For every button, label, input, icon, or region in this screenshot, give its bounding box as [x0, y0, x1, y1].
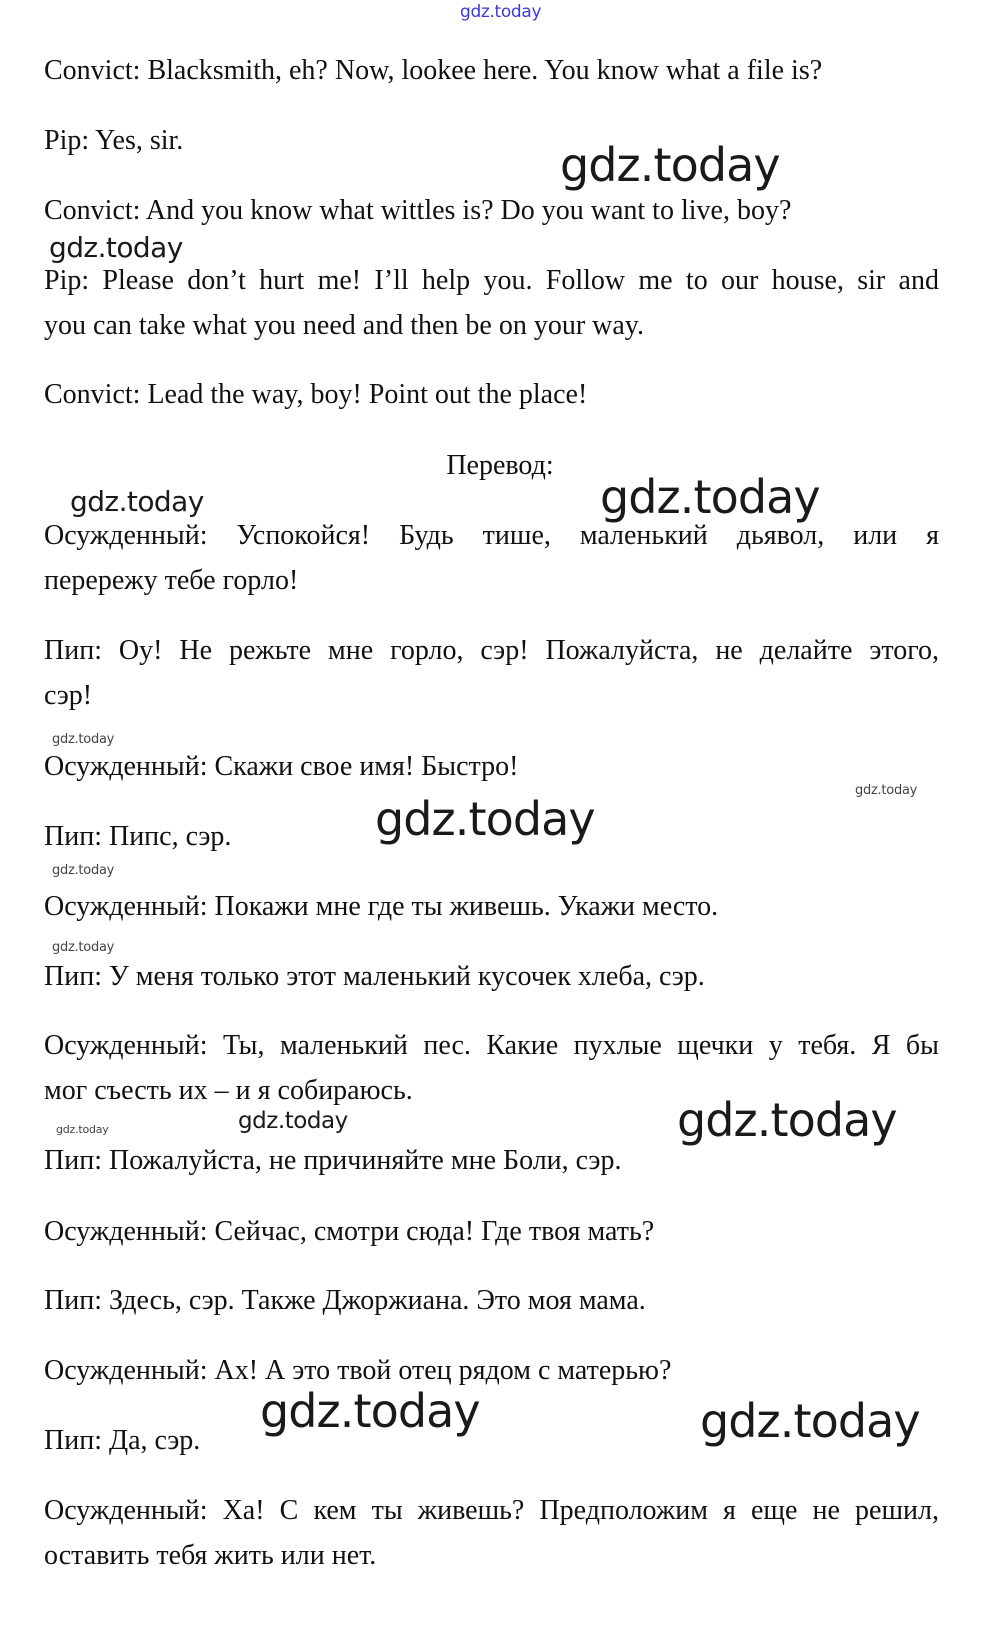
- watermark: gdz.today: [56, 1123, 109, 1136]
- watermark: gdz.today: [49, 231, 183, 264]
- dialogue-line: Convict: Blacksmith, eh? Now, lookee here. You know what a file is?: [44, 55, 823, 86]
- dialogue-line: Осужденный: Сейчас, смотри сюда! Где твоя мать?: [44, 1216, 655, 1247]
- dialogue-line: мог съесть их – и я собираюсь.: [44, 1075, 413, 1106]
- dialogue-line: Осужденный: Ха! С кем ты живешь? Предположим я еще не решил,: [44, 1495, 939, 1526]
- dialogue-line: Convict: Lead the way, boy! Point out the place!: [44, 379, 588, 410]
- dialogue-line: Пип: Здесь, сэр. Также Джоржиана. Это моя мама.: [44, 1285, 646, 1316]
- dialogue-line: Пип: Пожалуйста, не причиняйте мне Боли, сэр.: [44, 1145, 622, 1176]
- watermark: gdz.today: [600, 470, 820, 524]
- dialogue-line: Пип: Пипс, сэр.: [44, 821, 232, 852]
- dialogue-line: оставить тебя жить или нет.: [44, 1540, 377, 1571]
- watermark: gdz.today: [52, 940, 115, 955]
- dialogue-line: Convict: And you know what wittles is? Do you want to live, boy?: [44, 195, 792, 226]
- dialogue-line: Осужденный: Ты, маленький пес. Какие пухлые щечки у тебя. Я бы: [44, 1030, 939, 1061]
- watermark: gdz.today: [700, 1394, 920, 1448]
- dialogue-line: перережу тебе горло!: [44, 565, 299, 596]
- dialogue-line: Пип: Оу! Не режьте мне горло, сэр! Пожалуйста, не делайте этого,: [44, 635, 939, 666]
- dialogue-line: you can take what you need and then be on your way.: [44, 310, 644, 341]
- watermark: gdz.today: [70, 485, 204, 518]
- watermark: gdz.today: [260, 1384, 480, 1438]
- watermark: gdz.today: [52, 732, 115, 747]
- dialogue-line: Пип: Да, сэр.: [44, 1425, 201, 1456]
- dialogue-line: сэр!: [44, 680, 93, 711]
- watermark: gdz.today: [677, 1093, 897, 1147]
- dialogue-line: Осужденный: Покажи мне где ты живешь. Укажи место.: [44, 891, 719, 922]
- watermark-top: gdz.today: [460, 2, 542, 22]
- dialogue-line: Осужденный: Скажи свое имя! Быстро!: [44, 751, 519, 782]
- dialogue-line: Пип: У меня только этот маленький кусочек хлеба, сэр.: [44, 961, 705, 992]
- dialogue-line: Pip: Yes, sir.: [44, 125, 184, 156]
- watermark: gdz.today: [238, 1108, 348, 1134]
- watermark: gdz.today: [52, 863, 115, 878]
- dialogue-line: Осужденный: Успокойся! Будь тише, маленький дьявол, или я: [44, 520, 939, 551]
- dialogue-line: Осужденный: Ах! А это твой отец рядом с матерью?: [44, 1355, 672, 1386]
- translation-heading: Перевод:: [446, 450, 554, 481]
- dialogue-line: Pip: Please don’t hurt me! I’ll help you. Follow me to our house, sir and: [44, 265, 939, 296]
- watermark: gdz.today: [560, 138, 780, 192]
- watermark: gdz.today: [375, 792, 595, 846]
- watermark: gdz.today: [855, 783, 918, 798]
